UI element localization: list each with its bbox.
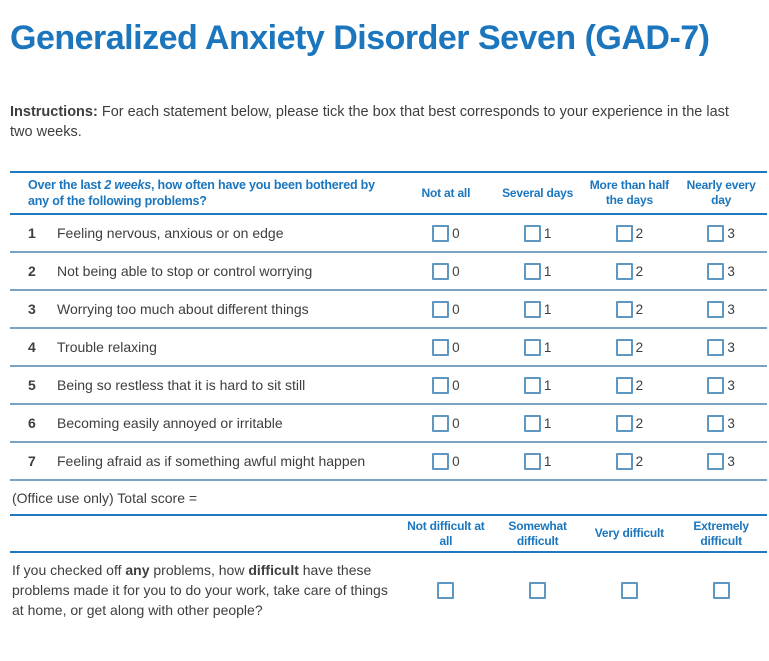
q3-option-2-checkbox[interactable]: [616, 301, 633, 318]
option-value-label: 3: [727, 377, 735, 393]
option-value-label: 1: [543, 225, 552, 241]
q4-option-1-checkbox[interactable]: [524, 339, 541, 356]
q2-option-0-checkbox[interactable]: [432, 263, 449, 280]
option-value-label: 1: [543, 301, 552, 317]
option-value-label: 0: [452, 301, 460, 317]
difficulty-q-bold-any: any: [125, 562, 150, 578]
option-value-label: 0: [452, 377, 460, 393]
option-value-label: 2: [635, 339, 644, 355]
answer-cell: [400, 415, 492, 432]
option-value-label: 3: [727, 263, 735, 279]
question-header-suffix: , how often have you been bothered by any of the following problems?: [28, 178, 375, 208]
option-value-label: 1: [543, 415, 552, 431]
question-number: 2: [28, 263, 36, 279]
q7-option-1-checkbox[interactable]: [524, 453, 541, 470]
question-row-6: [10, 405, 767, 443]
option-value-label: 0: [452, 225, 460, 241]
column-header-very-difficult: Very difficult: [594, 526, 664, 540]
answer-cell: [492, 263, 584, 280]
option-value-label: 2: [635, 263, 644, 279]
q2-option-2-checkbox[interactable]: [616, 263, 633, 280]
option-value-label: 2: [635, 301, 644, 317]
option-value-label: 0: [452, 263, 460, 279]
question-cell: [10, 377, 400, 393]
option-value-label: 1: [543, 339, 552, 355]
q6-option-2-checkbox[interactable]: [616, 415, 633, 432]
column-header-not-at-all: Not at all: [421, 185, 471, 200]
difficulty-option-1-checkbox[interactable]: [529, 582, 546, 599]
q5-option-2-checkbox[interactable]: [616, 377, 633, 394]
q1-option-0-checkbox[interactable]: [432, 225, 449, 242]
q6-option-3-checkbox[interactable]: [707, 415, 724, 432]
question-text: Trouble relaxing: [57, 339, 157, 355]
option-value-label: 1: [543, 263, 552, 279]
q4-option-2-checkbox[interactable]: [616, 339, 633, 356]
q3-option-0-checkbox[interactable]: [432, 301, 449, 318]
q5-option-1-checkbox[interactable]: [524, 377, 541, 394]
option-value-label: 2: [635, 377, 644, 393]
answer-cell: [400, 225, 492, 242]
q2-option-3-checkbox[interactable]: [707, 263, 724, 280]
question-header-cell: [10, 173, 400, 213]
q4-option-3-checkbox[interactable]: [707, 339, 724, 356]
question-text: Not being able to stop or control worrying: [57, 263, 313, 279]
question-row-3: [10, 291, 767, 329]
difficulty-option-2-checkbox[interactable]: [621, 582, 638, 599]
page-title: Generalized Anxiety Disorder Seven (GAD-7): [10, 19, 710, 57]
question-number: 3: [28, 301, 36, 317]
answer-cell: [675, 377, 767, 394]
answer-cell: [584, 339, 676, 356]
option-value-label: 1: [543, 453, 552, 469]
difficulty-header-spacer: [10, 516, 400, 551]
answer-cell: [584, 415, 676, 432]
option-value-label: 3: [727, 415, 735, 431]
answer-cell: [492, 377, 584, 394]
difficulty-q-part1: If you checked off: [12, 562, 126, 578]
answer-cell: [584, 301, 676, 318]
question-cell: [10, 339, 400, 355]
answer-cell: [675, 301, 767, 318]
option-value-label: 0: [452, 415, 460, 431]
answer-cell: [675, 339, 767, 356]
option-value-label: 3: [727, 339, 735, 355]
question-row-1: [10, 215, 767, 253]
q1-option-3-checkbox[interactable]: [707, 225, 724, 242]
question-row-7: [10, 443, 767, 481]
q6-option-1-checkbox[interactable]: [524, 415, 541, 432]
question-cell: [10, 263, 400, 279]
difficulty-table: [10, 514, 767, 630]
question-text: Becoming easily annoyed or irritable: [57, 415, 283, 431]
answer-cell: [675, 453, 767, 470]
difficulty-q-part3: have these problems made it for you to do your work, take care of things at home, or get along with other people?: [12, 562, 388, 618]
instructions-body: For each statement below, please tick the box that best corresponds to your experience in the last two weeks.: [10, 104, 729, 140]
option-value-label: 3: [727, 225, 735, 241]
option-value-label: 3: [727, 453, 735, 469]
q7-option-2-checkbox[interactable]: [616, 453, 633, 470]
option-value-label: 0: [452, 339, 460, 355]
question-number: 5: [28, 377, 36, 393]
q5-option-3-checkbox[interactable]: [707, 377, 724, 394]
column-header-extremely-difficult: Extremely difficult: [693, 518, 749, 548]
question-cell: [10, 225, 400, 241]
difficulty-question-row: [10, 553, 767, 630]
answer-cell: [492, 582, 584, 599]
q6-option-0-checkbox[interactable]: [432, 415, 449, 432]
q4-option-0-checkbox[interactable]: [432, 339, 449, 356]
column-header-somewhat-difficult: Somewhat difficult: [508, 518, 567, 548]
answer-cell: [492, 453, 584, 470]
question-header-prefix: Over the last: [28, 178, 105, 192]
option-value-label: 0: [452, 453, 460, 469]
answer-cell: [492, 301, 584, 318]
answer-cell: [400, 582, 492, 599]
q1-option-1-checkbox[interactable]: [524, 225, 541, 242]
answer-cell: [584, 453, 676, 470]
difficulty-question-text: [10, 560, 400, 620]
question-row-2: [10, 253, 767, 291]
difficulty-option-3-checkbox[interactable]: [713, 582, 730, 599]
question-cell: [10, 301, 400, 317]
answer-cell: [584, 263, 676, 280]
option-value-label: 2: [635, 453, 644, 469]
question-text: Feeling afraid as if something awful might happen: [57, 453, 366, 469]
answer-cell: [400, 339, 492, 356]
option-value-label: 2: [635, 415, 644, 431]
question-row-5: [10, 367, 767, 405]
difficulty-option-0-checkbox[interactable]: [437, 582, 454, 599]
question-cell: [10, 453, 400, 469]
column-header-nearly-every-day: Nearly every day: [686, 178, 756, 207]
difficulty-table-header: [10, 514, 767, 553]
instructions-label: Instructions:: [10, 104, 98, 120]
question-text: Feeling nervous, anxious or on edge: [57, 225, 284, 241]
answer-cell: [675, 415, 767, 432]
option-value-label: 1: [543, 377, 552, 393]
questions-table-header: [10, 171, 767, 215]
answer-cell: [492, 339, 584, 356]
question-number: 4: [28, 339, 36, 355]
question-text: Worrying too much about different things: [57, 301, 309, 317]
question-number: 6: [28, 415, 36, 431]
answer-cell: [675, 225, 767, 242]
answer-cell: [584, 582, 676, 599]
answer-cell: [584, 377, 676, 394]
answer-cell: [492, 415, 584, 432]
q7-option-0-checkbox[interactable]: [432, 453, 449, 470]
answer-cell: [400, 377, 492, 394]
q7-option-3-checkbox[interactable]: [707, 453, 724, 470]
q3-option-1-checkbox[interactable]: [524, 301, 541, 318]
option-value-label: 2: [635, 225, 644, 241]
column-header-not-difficult: Not difficult at all: [407, 518, 485, 548]
column-header-more-than-half: More than half the days: [589, 178, 669, 207]
q5-option-0-checkbox[interactable]: [432, 377, 449, 394]
office-use-row: (Office use only) Total score =: [12, 489, 198, 506]
q1-option-2-checkbox[interactable]: [616, 225, 633, 242]
question-text: Being so restless that it is hard to sit still: [57, 377, 306, 393]
answer-cell: [675, 263, 767, 280]
instructions-text: [10, 102, 745, 142]
difficulty-q-part2: problems, how: [149, 562, 249, 578]
questions-table: [10, 171, 767, 514]
answer-cell: [675, 582, 767, 599]
question-header-italic: 2 weeks: [104, 178, 151, 192]
answer-cell: [584, 225, 676, 242]
question-number: 7: [28, 453, 36, 469]
answer-cell: [400, 301, 492, 318]
question-number: 1: [28, 225, 36, 241]
difficulty-q-bold-difficult: difficult: [248, 562, 299, 578]
answer-cell: [400, 263, 492, 280]
answer-cell: [492, 225, 584, 242]
column-header-several-days: Several days: [502, 185, 574, 200]
q2-option-1-checkbox[interactable]: [524, 263, 541, 280]
answer-cell: [400, 453, 492, 470]
question-row-4: [10, 329, 767, 367]
q3-option-3-checkbox[interactable]: [707, 301, 724, 318]
question-cell: [10, 415, 400, 431]
option-value-label: 3: [727, 301, 735, 317]
